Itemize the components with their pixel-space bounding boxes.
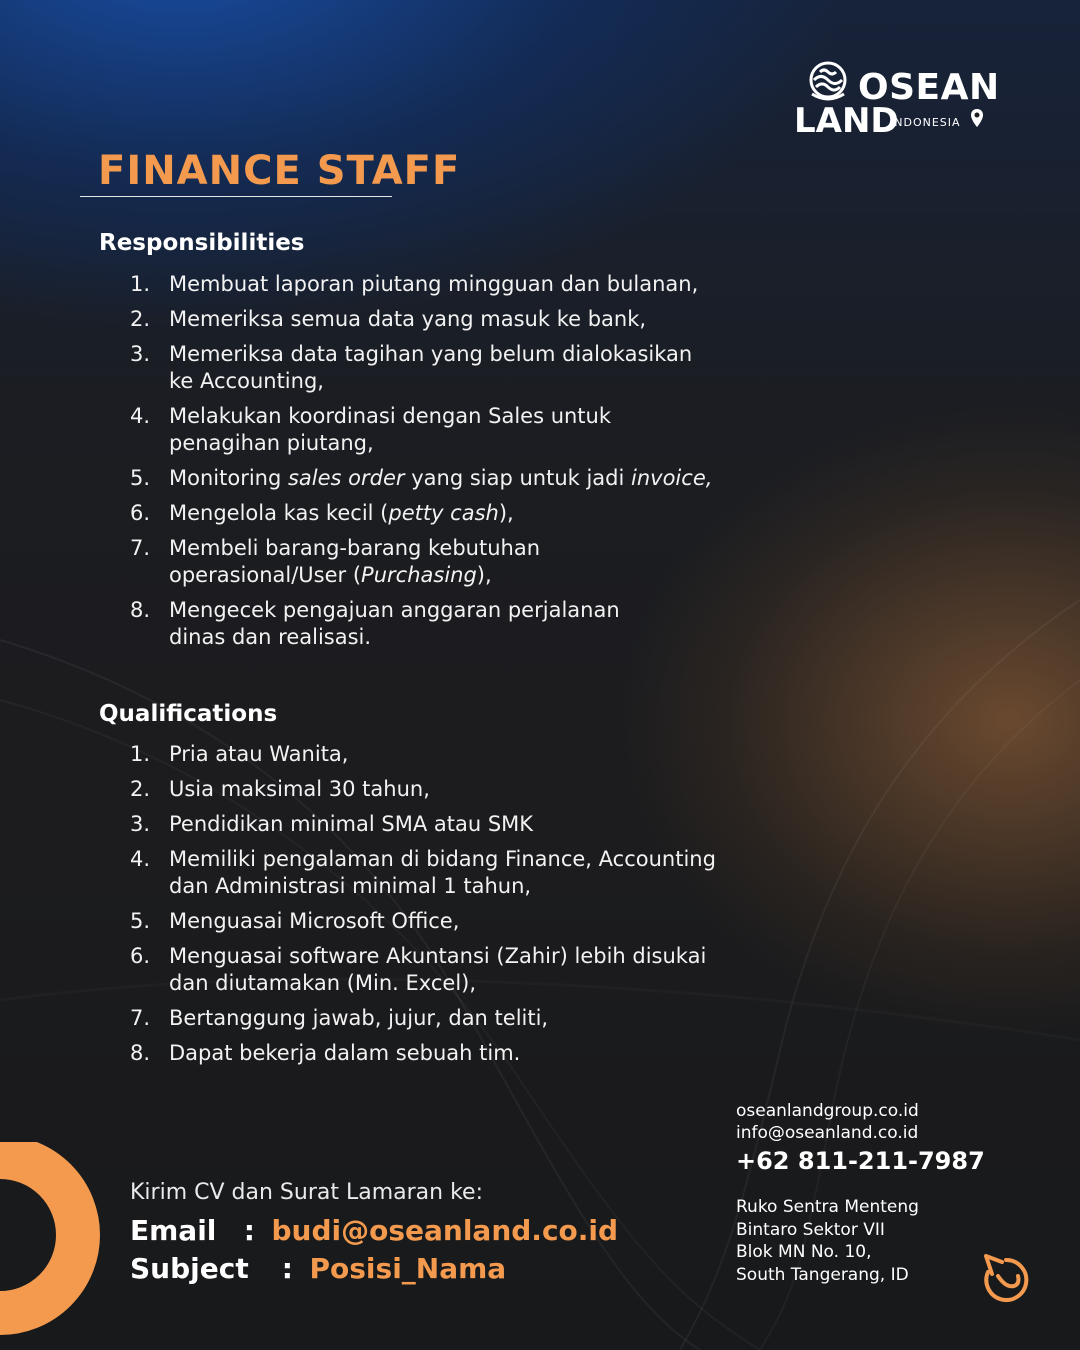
list-item	[130, 597, 810, 651]
qualifications-heading: Qualifications	[99, 701, 278, 727]
page-title: FINANCE STAFF	[98, 148, 461, 194]
list-item	[130, 776, 810, 803]
list-item-number: 6.	[130, 944, 151, 968]
location-pin-icon	[970, 108, 984, 128]
list-item	[130, 811, 810, 838]
qualifications-list	[130, 741, 810, 1075]
list-item-text: yang siap untuk jadi	[404, 466, 632, 490]
list-item	[130, 908, 810, 935]
logo-osean-text: OSEAN	[858, 67, 1000, 108]
list-item-number: 2.	[130, 307, 151, 331]
list-item-number: 4.	[130, 847, 151, 871]
title-underline	[80, 196, 392, 197]
list-item-text: ke Accounting,	[169, 369, 324, 393]
address-line: Ruko Sentra Menteng	[736, 1197, 919, 1217]
list-item-text: Mengecek pengajuan anggaran perjalanan	[169, 598, 620, 622]
address-line: Bintaro Sektor VII	[736, 1219, 885, 1240]
list-item-number: 3.	[130, 342, 151, 366]
list-item-text: Mengelola kas kecil (	[169, 501, 389, 525]
list-item-italic-text: petty cash	[388, 501, 499, 525]
list-item-text: Memeriksa data tagihan yang belum dialokasikan	[169, 342, 693, 366]
apply-intro: Kirim CV dan Surat Lamaran ke:	[130, 1180, 483, 1205]
list-item	[130, 306, 810, 333]
list-item	[130, 1005, 810, 1032]
list-item	[130, 500, 810, 527]
list-item-text: dan Administrasi minimal 1 tahun,	[169, 874, 532, 898]
list-item-text: ),	[476, 563, 492, 587]
list-item-text: Membuat laporan piutang mingguan dan bulanan,	[169, 272, 699, 296]
list-item-text: dinas dan realisasi.	[169, 625, 372, 649]
list-item	[130, 1040, 810, 1067]
apply-email-line	[130, 1214, 618, 1247]
responsibilities-heading: Responsibilities	[99, 230, 305, 256]
subject-label: Subject	[130, 1252, 249, 1285]
office-address	[736, 1196, 919, 1286]
list-item-text: Monitoring	[169, 466, 288, 490]
list-item	[130, 943, 810, 997]
list-item-italic-text: sales order	[287, 466, 405, 490]
list-item	[130, 341, 810, 395]
logo-indonesia-text: INDONESIA	[890, 116, 961, 129]
list-item-text: Dapat bekerja dalam sebuah tim.	[169, 1041, 521, 1065]
list-item-text: Menguasai Microsoft Office,	[169, 909, 460, 933]
list-item-text: operasional/User (	[169, 563, 362, 587]
list-item-number: 8.	[130, 598, 151, 622]
orange-ring-decoration	[0, 1142, 100, 1342]
subject-separator: :	[281, 1252, 293, 1285]
website-link[interactable]: oseanlandgroup.co.id	[736, 1101, 919, 1121]
list-item-text: Memeriksa semua data yang masuk ke bank,	[169, 307, 647, 331]
list-item	[130, 846, 810, 900]
list-item-text: Bertanggung jawab, jujur, dan teliti,	[169, 1006, 549, 1030]
list-item-number: 7.	[130, 536, 151, 560]
info-email-link[interactable]: info@oseanland.co.id	[736, 1123, 919, 1143]
apply-subject-line	[130, 1252, 506, 1285]
responsibilities-list	[130, 271, 810, 659]
list-item-number: 5.	[130, 909, 151, 933]
list-item	[130, 465, 810, 492]
list-item	[130, 403, 810, 457]
logo-land-text: LAND	[794, 101, 899, 141]
list-item-text: Pendidikan minimal SMA atau SMK	[169, 812, 534, 836]
list-item-text: Usia maksimal 30 tahun,	[169, 777, 430, 801]
apply-subject-value: Posisi_Nama	[309, 1252, 507, 1285]
list-item-text: ),	[498, 501, 514, 525]
list-item-number: 3.	[130, 812, 151, 836]
orange-swirl-icon	[978, 1248, 1034, 1310]
list-item-number: 8.	[130, 1041, 151, 1065]
list-item-text: penagihan piutang,	[169, 431, 374, 455]
list-item	[130, 271, 810, 298]
list-item-text: Menguasai software Akuntansi (Zahir) lebih disukai	[169, 944, 707, 968]
email-label: Email	[130, 1214, 217, 1247]
list-item-italic-text: Purchasing	[361, 563, 477, 587]
list-item-text: Membeli barang-barang kebutuhan	[169, 536, 541, 560]
list-item-text: Melakukan koordinasi dengan Sales untuk	[169, 404, 612, 428]
address-line: Blok MN No. 10,	[736, 1242, 872, 1262]
list-item-number: 2.	[130, 777, 151, 801]
osean-wave-logo-icon	[806, 60, 850, 104]
list-item-number: 7.	[130, 1006, 151, 1030]
list-item	[130, 535, 810, 589]
list-item-text: Memiliki pengalaman di bidang Finance, Accounting	[169, 847, 716, 871]
list-item	[130, 741, 810, 768]
list-item-number: 1.	[130, 742, 151, 766]
list-item-number: 4.	[130, 404, 151, 428]
list-item-number: 1.	[130, 272, 151, 296]
phone-number[interactable]: +62 811-211-7987	[736, 1147, 985, 1175]
brand-logo	[792, 60, 1000, 141]
list-item-number: 6.	[130, 501, 151, 525]
email-separator: :	[243, 1214, 255, 1247]
list-item-text: Pria atau Wanita,	[169, 742, 349, 766]
list-item-italic-text: invoice,	[631, 466, 713, 490]
list-item-text: dan diutamakan (Min. Excel),	[169, 971, 477, 995]
apply-email-link[interactable]: budi@oseanland.co.id	[271, 1214, 619, 1247]
list-item-number: 5.	[130, 466, 151, 490]
address-line: South Tangerang, ID	[736, 1264, 909, 1285]
